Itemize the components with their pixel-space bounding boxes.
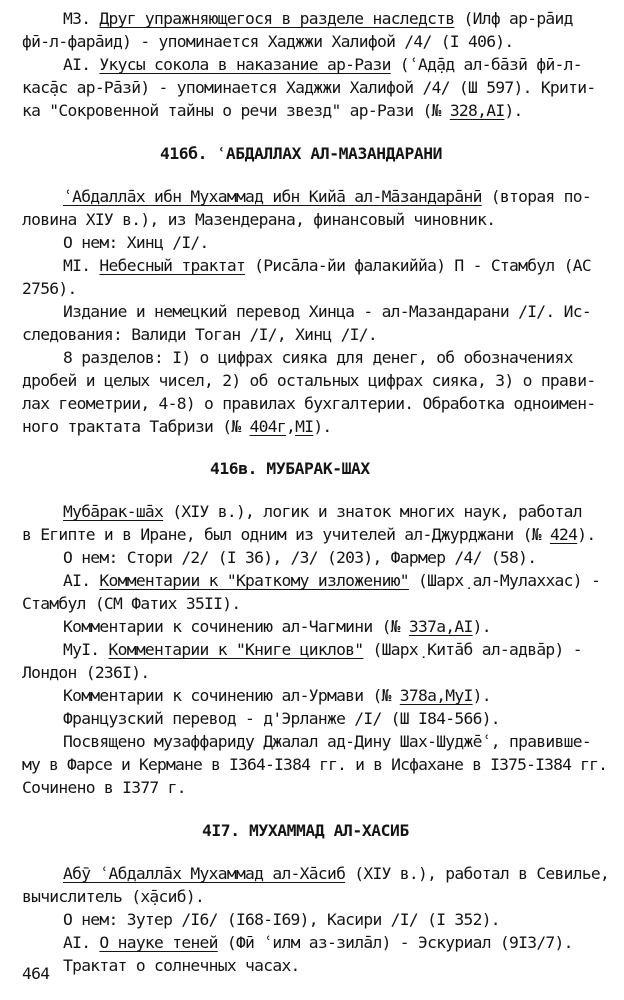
work-title: Друг упражняющегося в разделе наследств — [99, 9, 455, 28]
author-name: Муба̄рак-ша̄х — [63, 502, 164, 521]
text: (Шарх̣ ал-Мулаххас) - — [408, 571, 601, 590]
text: ). — [577, 525, 596, 544]
entry-code: AI. — [63, 571, 100, 590]
entry-416v-line-9 — [63, 686, 491, 706]
entry-416v-line-1 — [63, 502, 582, 522]
entry-416v-line-10: Французский перевод - д'Эрланже /I/ (Ш I84-566). — [63, 709, 500, 728]
entry-416v-line-2 — [22, 525, 595, 545]
text: ). — [472, 617, 491, 636]
text: Комментарии к сочинению ал-Урмави (№ — [63, 686, 400, 705]
author-name: ʿАбдалла̄х ибн Мухаммад ибн Кийа̄ ал-Ма̄зандара̄нӣ — [63, 187, 482, 206]
entry-416v-line-11: Посвящено музаффариду Джалал ад-Дину Шах-Шудже̄ʿ, правивше- — [63, 732, 591, 751]
author-name: Абӯ ʿАбдалла̄х Мухаммад ал-Ха̄сиб — [63, 864, 346, 883]
entry-code: МЗ. — [63, 9, 100, 28]
cross-reference: 404г — [249, 417, 286, 436]
text: (Шарх̣ Кита̄б ал-адва̄р) - — [363, 640, 582, 659]
entry-code: AI. — [63, 933, 100, 952]
entry-416v-line-12: му в Фарсе и Кермане в I364-I384 гг. и в Исфахане в I375-I384 гг. — [22, 755, 608, 774]
entry-416b-line-6: Издание и немецкий перевод Хинца - ал-Мазандарани /I/. Ис- — [63, 302, 591, 321]
entry-code: МуI. — [63, 640, 109, 659]
entry-416b-line-3: О нем: Хинц /I/. — [63, 233, 209, 252]
entry-a1-line-1 — [63, 55, 582, 75]
entry-416b-line-7: следования: Валиди Тоган /I/, Хинц /I/. — [22, 325, 377, 344]
text: ка "Сокровенной тайны о речи звезд" ар-Рази (№ — [22, 101, 450, 120]
entry-416v-line-7 — [63, 640, 582, 660]
entry-416b-line-1 — [63, 187, 591, 207]
entry-416b-line-9: дробей и целых чисел, 2) об остальных цифрах сияка, 3) о прави- — [22, 371, 596, 390]
cross-reference: МI — [295, 417, 314, 436]
work-title: Небесный трактат — [99, 256, 246, 275]
text: (Риса̄ла-йи фалакиййа) П - Стамбул (АС — [245, 256, 591, 275]
page-number: 464 — [22, 964, 50, 983]
entry-416b-line-10: лах геометрии, 4-8) о правилах бухгалтерии. Обработка одноимен- — [22, 394, 596, 413]
section-heading-416v: 416в. МУБАРАК-ШАХ — [210, 459, 370, 478]
text: ). — [472, 686, 491, 705]
entry-code: МI. — [63, 256, 100, 275]
text: (Илф ар-ра̄ид — [454, 9, 573, 28]
entry-416b-line-8: 8 разделов: I) о цифрах сияка для денег, об обозначениях — [63, 348, 573, 367]
entry-416v-line-6 — [63, 617, 491, 637]
text: (ʿАд̣а̄д ал-ба̄зӣ фӣ-л- — [390, 55, 582, 74]
work-title: Укусы сокола в наказание ар-Рази — [99, 55, 391, 74]
cross-reference: 424 — [549, 525, 578, 544]
entry-416v-line-5: Стамбул (СМ Фатих 35II). — [22, 594, 241, 613]
cross-reference: 337а,AI — [408, 617, 473, 636]
entry-m3-line-1 — [63, 9, 573, 29]
text: ). — [313, 417, 332, 436]
entry-code: AI. — [63, 55, 100, 74]
text: Комментарии к сочинению ал-Чагмини (№ — [63, 617, 409, 636]
entry-416v-line-8: Лондон (236I). — [22, 663, 150, 682]
cross-reference: 328,AI — [449, 101, 505, 120]
text: (Фӣ ʿилм аз-зила̄л) - Эскуриал (9I3/7). — [217, 933, 573, 952]
entry-m3-line-2: фӣ-л-фара̄ид) - упоминается Хаджжи Халифой /4/ (I 406). — [22, 32, 514, 51]
text: , — [285, 417, 296, 436]
entry-417-line-2: вычислитель (х̣а̄сиб). — [22, 887, 205, 906]
entry-417-line-3: О нем: Зутер /I6/ (I68-I69), Касири /I/ (I 352). — [63, 910, 500, 929]
text: (вторая по- — [481, 187, 591, 206]
entry-416b-line-5: 2756). — [22, 279, 77, 298]
entry-416v-line-3: О нем: Стори /2/ (I 36), /3/ (203), Фармер /4/ (58). — [63, 548, 537, 567]
cross-reference: 378а,МуI — [399, 686, 473, 705]
entry-416b-line-11 — [22, 417, 332, 437]
entry-417-line-5: Трактат о солнечных часах. — [63, 956, 300, 975]
work-title: О науке теней — [99, 933, 218, 952]
work-title: Комментарии к "Краткому изложению" — [99, 571, 409, 590]
text: в Египте и в Иране, был одним из учителей ал-Джурджани (№ — [22, 525, 550, 544]
work-title: Комментарии к "Книге циклов" — [108, 640, 364, 659]
text: (XIУ в.), логик и знаток многих наук, работал — [163, 502, 582, 521]
text: ). — [504, 101, 523, 120]
entry-a1-line-2: кас̣а̄с ар-Ра̄зӣ) - упоминается Хаджжи Халифой /4/ (Ш 597). Крити- — [22, 78, 596, 97]
entry-416v-line-13: Сочинено в I377 г. — [22, 778, 186, 797]
entry-416b-line-2: ловина XIУ в.), из Мазендерана, финансовый чиновник. — [22, 210, 496, 229]
entry-a1-line-3 — [22, 101, 523, 121]
section-heading-416b: 416б. ʿАБДАЛЛАХ АЛ-МАЗАНДАРАНИ — [160, 144, 443, 163]
entry-417-line-1 — [63, 864, 609, 884]
section-heading-417: 4I7. МУХАММАД АЛ-ХАСИБ — [202, 821, 409, 840]
entry-416v-line-4 — [63, 571, 600, 591]
text: ного трактата Табризи (№ — [22, 417, 250, 436]
entry-417-line-4 — [63, 933, 573, 953]
text: (XIУ в.), работал в Севилье, — [345, 864, 610, 883]
entry-416b-line-4 — [63, 256, 591, 276]
